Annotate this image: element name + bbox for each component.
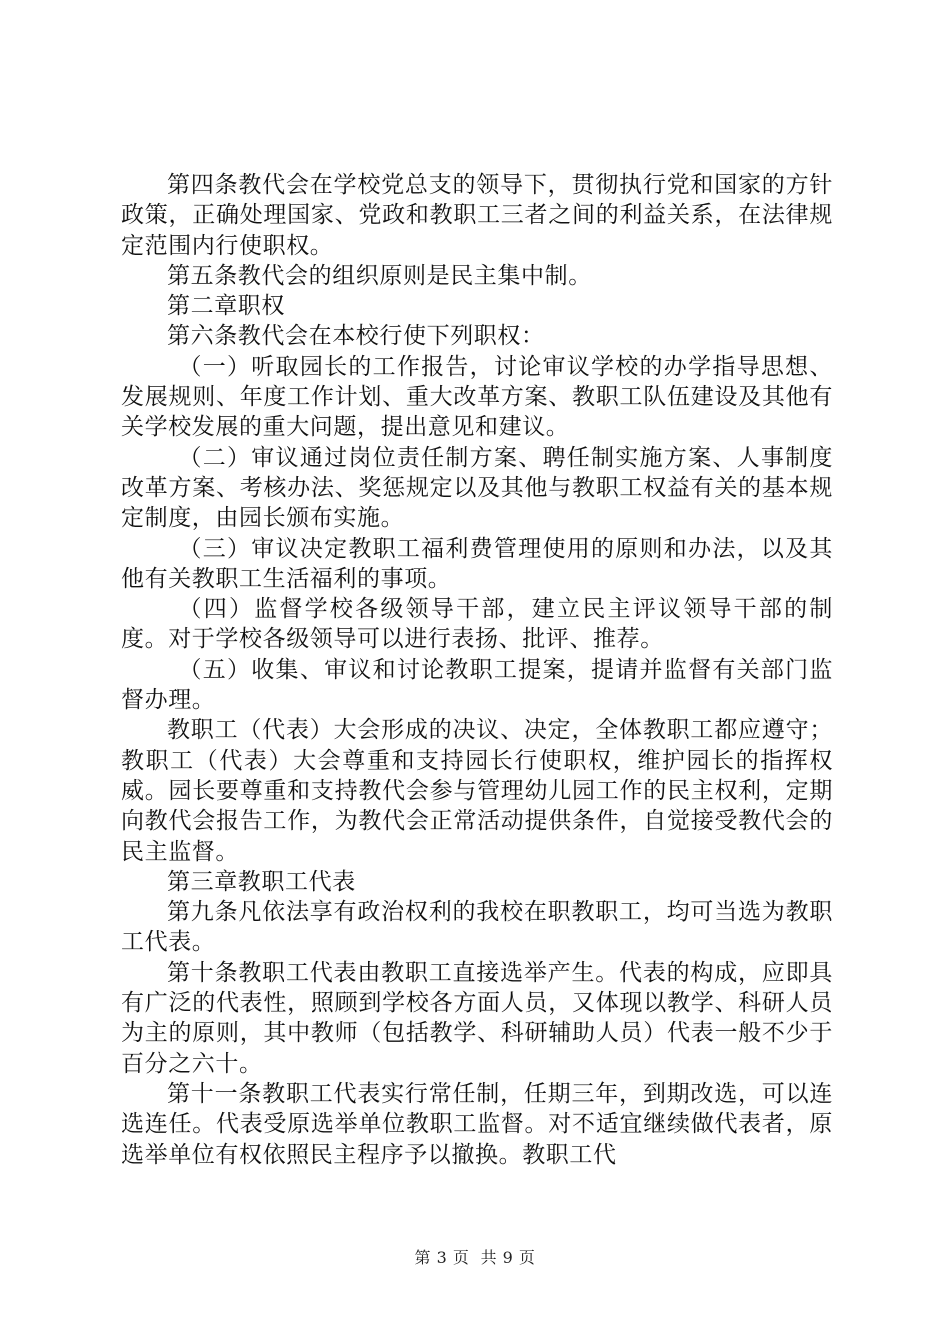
paragraph-article-11: 第十一条教职工代表实行常任制，任期三年，到期改选，可以连选连任。代表受原选举单位教职工监督。对不适宜继续做代表者，原选举单位有权依照民主程序予以撤换。教职工代 <box>121 1080 833 1168</box>
paragraph-article-4: 第四条教代会在学校党总支的领导下，贯彻执行党和国家的方针政策，正确处理国家、党政和教职工三者之间的利益关系，在法律规定范围内行使职权。 <box>121 172 833 259</box>
paragraph-article-9: 第九条凡依法享有政治权利的我校在职教职工，均可当选为教职工代表。 <box>121 899 833 956</box>
paragraph-article-10: 第十条教职工代表由教职工直接选举产生。代表的构成，应即具有广泛的代表性，照顾到学校各方面人员，又体现以教学、科研人员为主的原则，其中教师（包括教学、科研辅助人员）代表一般不少于百分之六十。 <box>121 959 833 1077</box>
paragraph-item-4: （四）监督学校各级领导干部，建立民主评议领导干部的制度。对于学校各级领导可以进行表扬、批评、推荐。 <box>121 596 833 653</box>
paragraph-resolutions: 教职工（代表）大会形成的决议、决定，全体教职工都应遵守；教职工（代表）大会尊重和支持园长行使职权，维护园长的指挥权威。园长要尊重和支持教代会参与管理幼儿园工作的民主权利，定期向教代会报告工作，为教代会正常活动提供条件，自觉接受教代会的民主监督。 <box>121 717 833 865</box>
chapter-heading-2: 第二章职权 <box>167 293 285 320</box>
document-body <box>121 170 833 1170</box>
page-footer <box>0 1245 950 1268</box>
chapter-heading-3: 第三章教职工代表 <box>167 868 356 895</box>
page-number-label: 第 3 页 共 9 页 <box>414 1248 536 1267</box>
paragraph-article-6: 第六条教代会在本校行使下列职权： <box>167 323 545 350</box>
paragraph-item-1: （一）听取园长的工作报告，讨论审议学校的办学指导思想、发展规则、年度工作计划、重大改革方案、教职工队伍建设及其他有关学校发展的重大问题，提出意见和建议。 <box>121 353 833 441</box>
paragraph-article-5: 第五条教代会的组织原则是民主集中制。 <box>167 262 592 289</box>
paragraph-item-3: （三）审议决定教职工福利费管理使用的原则和办法，以及其他有关教职工生活福利的事项。 <box>121 535 833 592</box>
paragraph-item-2: （二）审议通过岗位责任制方案、聘任制实施方案、人事制度改革方案、考核办法、奖惩规定以及其他与教职工权益有关的基本规定制度，由园长颁布实施。 <box>121 444 833 532</box>
paragraph-item-5: （五）收集、审议和讨论教职工提案，提请并监督有关部门监督办理。 <box>121 656 833 714</box>
